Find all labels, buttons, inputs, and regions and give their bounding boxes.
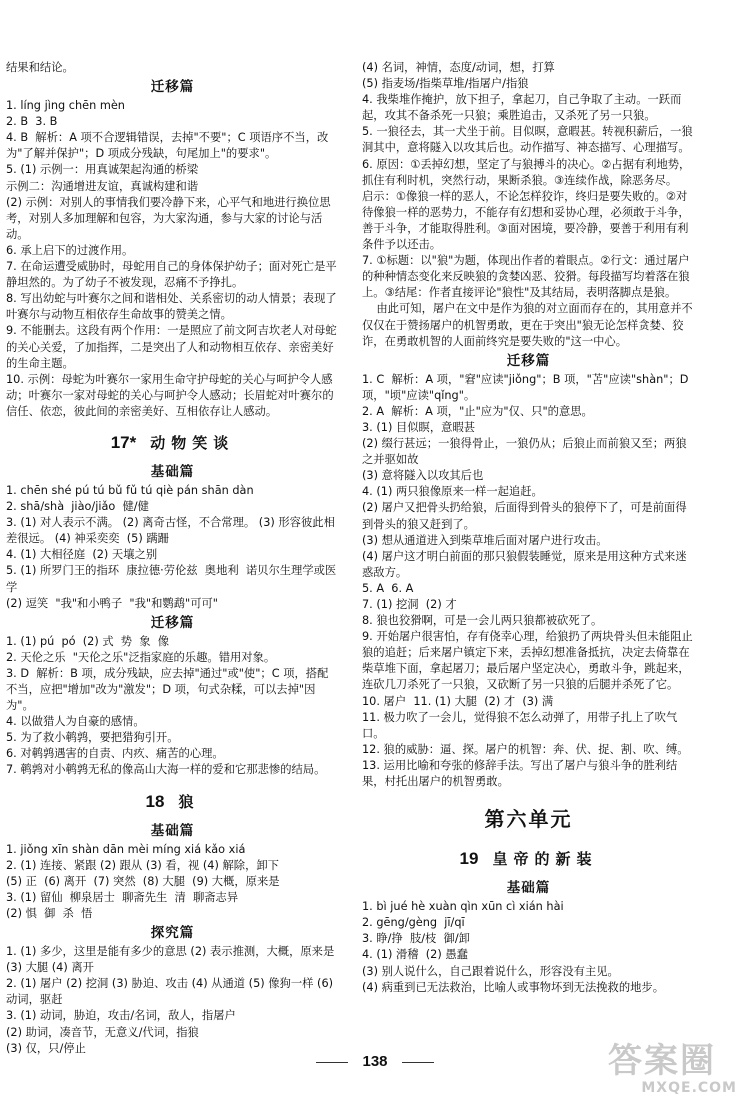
watermark-logo bbox=[608, 1042, 743, 1098]
answer-line: 示例二：沟通增进友谊，真诚构建和谐 bbox=[6, 179, 199, 193]
answer-line: 2. (1) 连接、紧跟 (2) 跟从 (3) 看，视 (4) 解除，卸下 bbox=[6, 858, 279, 872]
answer-line: (4) 病重到已无法救治，比喻人或事物坏到无法挽救的地步。 bbox=[362, 980, 665, 994]
chapter-title: 狼 bbox=[178, 792, 200, 811]
section-heading: 探究篇 bbox=[150, 925, 195, 942]
answer-line: 7. 鹌鹑对小鹌鹑无私的像高山大海一样的爱和它那悲惨的结局。 bbox=[6, 763, 326, 777]
answer-line: 2. A 解析：A 项，"止"应为"仅、只"的意思。 bbox=[362, 404, 593, 418]
answer-line: 4. (1) 两只狼像原来一样一起追赶。 bbox=[362, 485, 543, 499]
answer-line: 2. B 3. B bbox=[6, 115, 58, 129]
answer-line: (2) 助词，凑音节，无意义/代词，指狼 bbox=[6, 1025, 199, 1039]
answer-line: (3) 别人说什么，自己跟着说什么，形容没有主见。 bbox=[362, 964, 619, 978]
answer-line: 8. 写出幼蛇与叶赛尔之间和谐相处、关系密切的动人情景；表现了叶赛尔与动物互相依存生命故事的赞美之情。 bbox=[6, 292, 337, 322]
answer-line: 2. (1) 屠户 (2) 挖洞 (3) 胁迫、攻击 (4) 从通道 (5) 像狗一样 (6) 动词，驱赶 bbox=[6, 977, 337, 1007]
answer-line: (4) 屠户这才明白前面的那只狼假装睡觉，原来是用这种方式来迷惑敌方。 bbox=[362, 549, 687, 579]
answer-line: 1. jiǒng xīn shàn dān mèi míng xiá kǎo xiá bbox=[6, 842, 246, 856]
chapter-number: 19 bbox=[459, 849, 479, 869]
answer-line: (5) 指麦场/指柴草堆/指屠户/指狼 bbox=[362, 77, 529, 91]
watermark-text: 答案圈 bbox=[608, 1041, 716, 1081]
section-heading: 迁移篇 bbox=[506, 352, 551, 369]
answer-line: 3. D 解析：B 项，成分残缺，应去掉"通过"或"使"；C 项，搭配不当，应把"增加"改为"激发"；D 项，句式杂糅，可以去掉"因为"。 bbox=[6, 666, 329, 713]
answer-line: 5. (1) 示例一：用真诚架起沟通的桥梁 bbox=[6, 163, 199, 177]
answer-line: 12. 狼的威胁：逼、探。屠户的机智：奔、伏、捉、割、吹、缚。 bbox=[362, 742, 689, 756]
answer-line: 5. A 6. A bbox=[362, 581, 414, 595]
answer-line: 5. 一狼径去，其一犬坐于前。目似暝，意暇甚。转视积薪后，一狼洞其中，意将隧入以攻其后也。动作描写、神态描写、心理描写。 bbox=[362, 125, 693, 155]
footer-dash-right bbox=[402, 1062, 434, 1063]
answer-line: 9. 开始屠户很害怕，存有侥幸心理，给狼扔了两块骨头但未能阻止狼的追赶；后来屠户镇定下来，丢掉幻想准备抵抗，决定去倚靠在柴草堆下面，拿起屠刀；最后屠户坚定决心，勇敢斗争，跳起来，连砍几刀杀死了一只狼，又砍断了另一只狼的后腿并杀死了它。 bbox=[362, 630, 693, 692]
section-heading: 基础篇 bbox=[506, 880, 551, 897]
answer-line: (2) 逗笑 "我"和小鸭子 "我"和鹦鹉"可可" bbox=[6, 596, 218, 610]
answer-line: 6. 原因：①丢掉幻想，坚定了与狼搏斗的决心。②占据有利地势，抓住有利时机，突然行动，果断杀狼。③连续作战，除恶务尽。 bbox=[362, 157, 691, 187]
answer-line: 5. (1) 所罗门王的指环 康拉德·劳伦兹 奥地利 诺贝尔生理学或医学 bbox=[6, 564, 337, 594]
answer-line: 启示：①像狼一样的恶人，不论怎样狡诈，终归是要失败的。②对待像狼一样的恶势力，不能存有幻想和妥协心理，必须敢于斗争，善于斗争，才能取得胜利。③面对困境，要冷静，要善于利用有利条件予以还击。 bbox=[362, 189, 690, 252]
section-heading: 基础篇 bbox=[150, 463, 195, 480]
page-number: 138 bbox=[362, 1053, 388, 1070]
left-column bbox=[6, 60, 339, 1057]
answer-line: 9. 不能删去。这段有两个作用：一是照应了前文阿吉坎老人对母蛇的关心关爱，了加指挥，二是突出了人和动物相互依存、亲密美好的生命主题。 bbox=[6, 324, 337, 370]
answer-line: 3. (1) 对人表示不满。 (2) 离奇古怪，不合常理。 (3) 形容彼此相差很远。 (4) 神采奕奕 (5) 蹒跚 bbox=[6, 516, 335, 546]
answer-line: (2) 缀行甚远；一狼得骨止，一狼仍从；后狼止而前狼又至；两狼之并驱如故 bbox=[362, 437, 687, 467]
answer-line: 3. (1) 动词，胁迫，攻击/名词，敌人，指屠户 bbox=[6, 1009, 236, 1023]
answer-line: (3) 仅，只/停止 bbox=[6, 1041, 86, 1055]
answer-line: 13. 运用比喻和夸张的修辞手法。写出了屠户与狼斗争的胜利结果，村托出屠户的机智勇敢。 bbox=[362, 758, 678, 789]
section-heading: 迁移篇 bbox=[150, 79, 195, 96]
chapter-heading bbox=[6, 428, 339, 458]
chapter-number: 18 bbox=[145, 791, 165, 811]
answer-line: (4) 名词，神情，态度/动词，想，打算 bbox=[362, 61, 555, 74]
section-heading: 基础篇 bbox=[150, 822, 195, 839]
answer-line: 6. 对鹌鹑遇害的自责、内疚、痛苦的心理。 bbox=[6, 747, 224, 761]
answer-line: (3) 想从通道进入到柴草堆后面对屠户进行攻击。 bbox=[362, 533, 608, 547]
answer-line: 11. 极力吹了一会儿，觉得狼不怎么动弹了，用带子扎上了吹气口。 bbox=[362, 710, 678, 740]
section-heading: 迁移篇 bbox=[150, 614, 195, 631]
chapter-title: 动物笑谈 bbox=[150, 433, 235, 452]
answer-line: 3. 睁/挣 肢/枝 御/卸 bbox=[362, 932, 470, 946]
answer-line: 6. 承上启下的过渡作用。 bbox=[6, 243, 134, 257]
answer-line: 1. chēn shé pú tú bǔ fǔ tú qiè pán shān dàn bbox=[6, 483, 254, 497]
answer-line: 8. 狼也狡猾啊，可是一会儿两只狼都被砍死了。 bbox=[362, 614, 603, 628]
answer-line: 7. 在命运遭受威胁时，母蛇用自己的身体保护幼子；面对死亡是平静坦然的。为了幼子不被发现，忍痛不予挣扎。 bbox=[6, 260, 337, 290]
answer-line: 1. líng jìng chēn mèn bbox=[6, 99, 125, 113]
answer-line: (2) 惧 御 杀 悟 bbox=[6, 906, 93, 920]
answer-line: (2) 示例：对别人的事情我们要冷静下来，心平气和地进行换位思考，对别人多加理解和包容，为大家沟通，参与大家的讨论与活动。 bbox=[6, 195, 331, 241]
right-column bbox=[362, 60, 695, 996]
answer-line: 7. ①标题：以"狼"为题，体现出作者的着眼点。②行文：通过屠户的种种情态变化来反映狼的贪婪凶恶、狡猾。每段描写均着落在狼上。③结尾：作者直接评论"狼性"及其结局，表明落脚点是狼。 bbox=[362, 254, 690, 300]
answer-line: 结果和结论。 bbox=[6, 61, 74, 74]
footer-dash-left bbox=[316, 1062, 348, 1063]
answer-line: 4. (1) 滑稽 (2) 愚蠢 bbox=[362, 948, 468, 962]
answer-line: (5) 正 (6) 离开 (7) 突然 (8) 大腿 (9) 大概，原来是 bbox=[6, 874, 280, 888]
answer-line: 1. C 解析：A 项，"窘"应读"jiǒng"；B 项，"苫"应读"shàn"；D 项，"顷"应读"qǐng"。 bbox=[362, 372, 693, 402]
answer-line: 4. 以做猎人为自豪的感情。 bbox=[6, 715, 145, 729]
answer-line: 2. shā/shà jiào/jiǎo 健/健 bbox=[6, 500, 149, 514]
watermark-url: MXQE.COM bbox=[641, 1080, 737, 1096]
answer-line: 3. (1) 留仙 柳泉居士 聊斋先生 清 聊斋志异 bbox=[6, 890, 239, 904]
answer-line: 由此可知，屠户在文中是作为狼的对立面而存在的，其用意并不仅仅在于赞扬屠户的机智勇敢，更在于突出"狼无论怎样贪婪、狡诈，在勇敢机智的人面前终究是要失败的"这一中心。 bbox=[362, 302, 693, 348]
answer-line: 4. B 解析：A 项不合逻辑错误，去掉"不要"；C 项语序不当，改为"了解并保护"；D 项成分残缺，句尾加上"的要求"。 bbox=[6, 131, 329, 161]
answer-line: 1. (1) 多少，这里是能有多少的意思 (2) 表示推测，大概，原来是 (3) 大腿 (4) 离开 bbox=[6, 945, 338, 975]
answer-line: (2) 屠户又把骨头扔给狼，后面得到骨头的狼停下了，可是前面得到骨头的狼又赶到了。 bbox=[362, 501, 687, 531]
answer-line: 10. 屠户 11. (1) 大腿 (2) 才 (3) 满 bbox=[362, 694, 554, 708]
chapter-heading bbox=[362, 844, 695, 874]
answer-line: 10. 示例：母蛇为叶赛尔一家用生命守护母蛇的关心与呵护令人感动；叶赛尔一家对母蛇的关心与呵护令人感动；长眉蛇对叶赛尔的信任、依恋，彼此间的亲密美好、互相依存让人感动。 bbox=[6, 372, 334, 418]
answer-line: 7. (1) 挖洞 (2) 才 bbox=[362, 598, 457, 611]
answer-line: 2. 天伦之乐 "天伦之乐"泛指家庭的乐趣。错用对象。 bbox=[6, 650, 276, 664]
chapter-number: 17* bbox=[110, 432, 137, 452]
answer-line: 5. 为了救小鹌鹑，要把猎狗引开。 bbox=[6, 731, 179, 745]
answer-line: 1. (1) pú pó (2) 式 势 象 像 bbox=[6, 634, 170, 648]
answer-line: 4. 我柴堆作掩护，放下担子，拿起刀，自己争取了主动。一跃而起，攻其不备杀死一只狼；乘胜追击，又杀死了另一只狼。 bbox=[362, 93, 682, 123]
unit-heading: 第六单元 bbox=[484, 807, 573, 832]
chapter-title: 皇帝的新装 bbox=[492, 850, 598, 869]
answer-line: 4. (1) 大相径庭 (2) 天壤之别 bbox=[6, 548, 158, 562]
answer-line: 3. (1) 目似瞑，意暇甚 bbox=[362, 420, 476, 434]
answer-line: (3) 意将隧入以攻其后也 bbox=[362, 469, 484, 483]
answer-line: 2. gēng/gèng jī/qī bbox=[362, 916, 465, 930]
chapter-heading bbox=[6, 787, 339, 817]
answer-line: 1. bì jué hè xuàn qìn xūn cì xián hài bbox=[362, 900, 564, 914]
